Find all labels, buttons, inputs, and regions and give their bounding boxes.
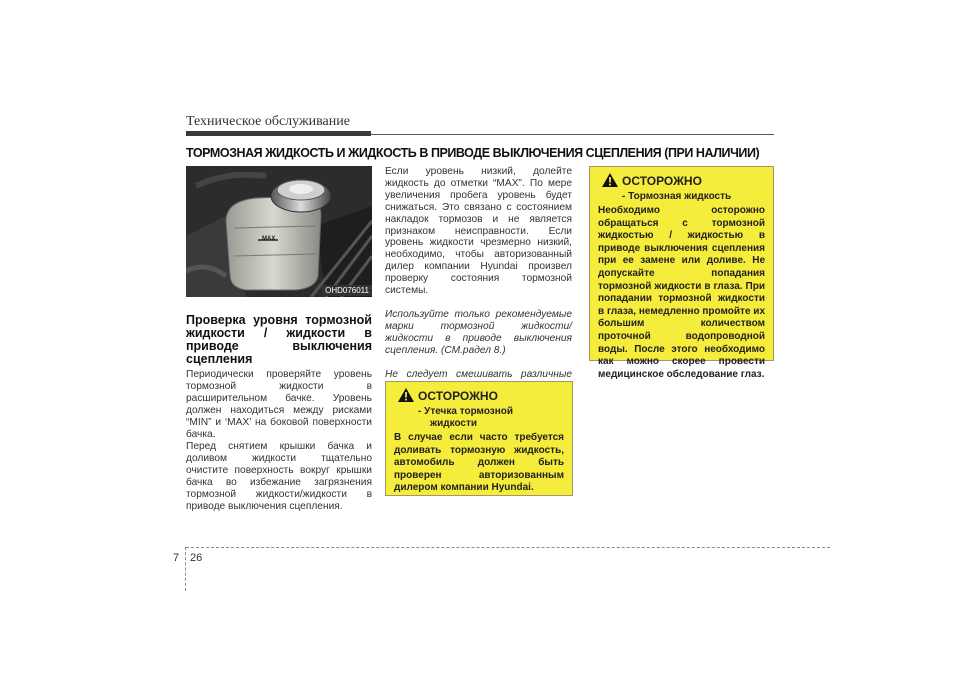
paragraph: Периодически проверяйте уровень тормозной жидкости в расширительном бачке. Уровень должен находиться между рисками “MIN” и ‘MAX’ на боковой поверхности бачка. — [186, 369, 372, 440]
warning-subtitle — [598, 191, 765, 203]
warning-subtitle-line2: жидкости — [430, 418, 478, 429]
reservoir-illustration — [186, 166, 372, 297]
paragraph-italic: Не следует смешивать различные — [385, 368, 572, 380]
header-bar — [186, 131, 371, 136]
paragraph: Если уровень низкий, долейте жидкость до отметки “MAX”. По мере увеличения пробега уровень будет снижаться. Это связано с состоянием накладок тормозов и не является признаком неисправности. Если уровень жидкости чрезмерно низкий, необходимо, чтобы авторизованный дилер компании Hyundai произвел проверку состояния тормозной системы. — [385, 166, 572, 297]
footer-rule — [186, 547, 830, 548]
warning-triangle-icon — [602, 173, 618, 187]
warning-box-brake-fluid — [589, 166, 774, 380]
photo-caption — [186, 286, 372, 295]
warning-triangle-icon — [398, 388, 414, 402]
warning-dash: - — [418, 406, 422, 417]
header-rule — [371, 134, 774, 135]
paragraph-italic: Используйте только рекомендуемые марки тормозной жидкости/ жидкости в приводе выключения сцепления. (СМ.радел 8.) — [385, 308, 572, 356]
section-title: Техническое обслуживание — [186, 114, 350, 129]
warning-text: В случае если часто требуется доливать тормозную жидкость, автомобиль должен быть проверен авторизованным дилером компании Hyundai. — [394, 432, 564, 494]
max-mark-label: MAX — [262, 236, 276, 242]
left-column — [186, 314, 372, 513]
paragraph: Перед снятием крышки бачка и доливом жидкости тщательно очистите поверхность вокруг крышки бачка во избежание загрязнения тормозной жидкости/жидкости в приводе выключения сцепления. — [186, 441, 372, 512]
chapter-number: 7 — [173, 552, 180, 564]
subsection-title: Проверка уровня тормозной жидкости / жидкости в приводе выключения сцепления — [186, 313, 372, 366]
warning-text: Необходимо осторожно обращаться с тормозной жидкостью / жидкостью в приводе выключения сцепления при ее замене или доливе. Не допускайте попадания тормозной жидкости в глаза. При попадании тормозной жидкости в глаза, немедленно промойте их большим количеством проточной водопроводной воды. После этого необходимо как можно скорее провести медицинское обследование глаз. — [598, 205, 765, 380]
warning-subtitle — [394, 406, 564, 430]
page-title: ТОРМОЗНАЯ ЖИДКОСТЬ И ЖИДКОСТЬ В ПРИВОДЕ ВЫКЛЮЧЕНИЯ СЦЕПЛЕНИЯ (ПРИ НАЛИЧИИ) — [186, 146, 760, 160]
warning-box-leak — [385, 381, 573, 496]
warning-dash: - — [622, 191, 626, 202]
warning-header — [394, 388, 564, 406]
warning-label: ОСТОРОЖНО — [418, 389, 498, 403]
warning-subtitle-line1: Тормозная жидкость — [628, 191, 732, 202]
page-number: 26 — [190, 552, 203, 564]
middle-column — [385, 166, 572, 392]
brake-fluid-reservoir-photo — [186, 166, 372, 297]
photo-code: OHD076011 — [322, 285, 372, 296]
warning-subtitle-line1: Утечка тормозной — [424, 406, 514, 417]
footer-divider — [185, 547, 186, 591]
warning-label: ОСТОРОЖНО — [622, 174, 702, 188]
warning-header — [598, 173, 765, 191]
